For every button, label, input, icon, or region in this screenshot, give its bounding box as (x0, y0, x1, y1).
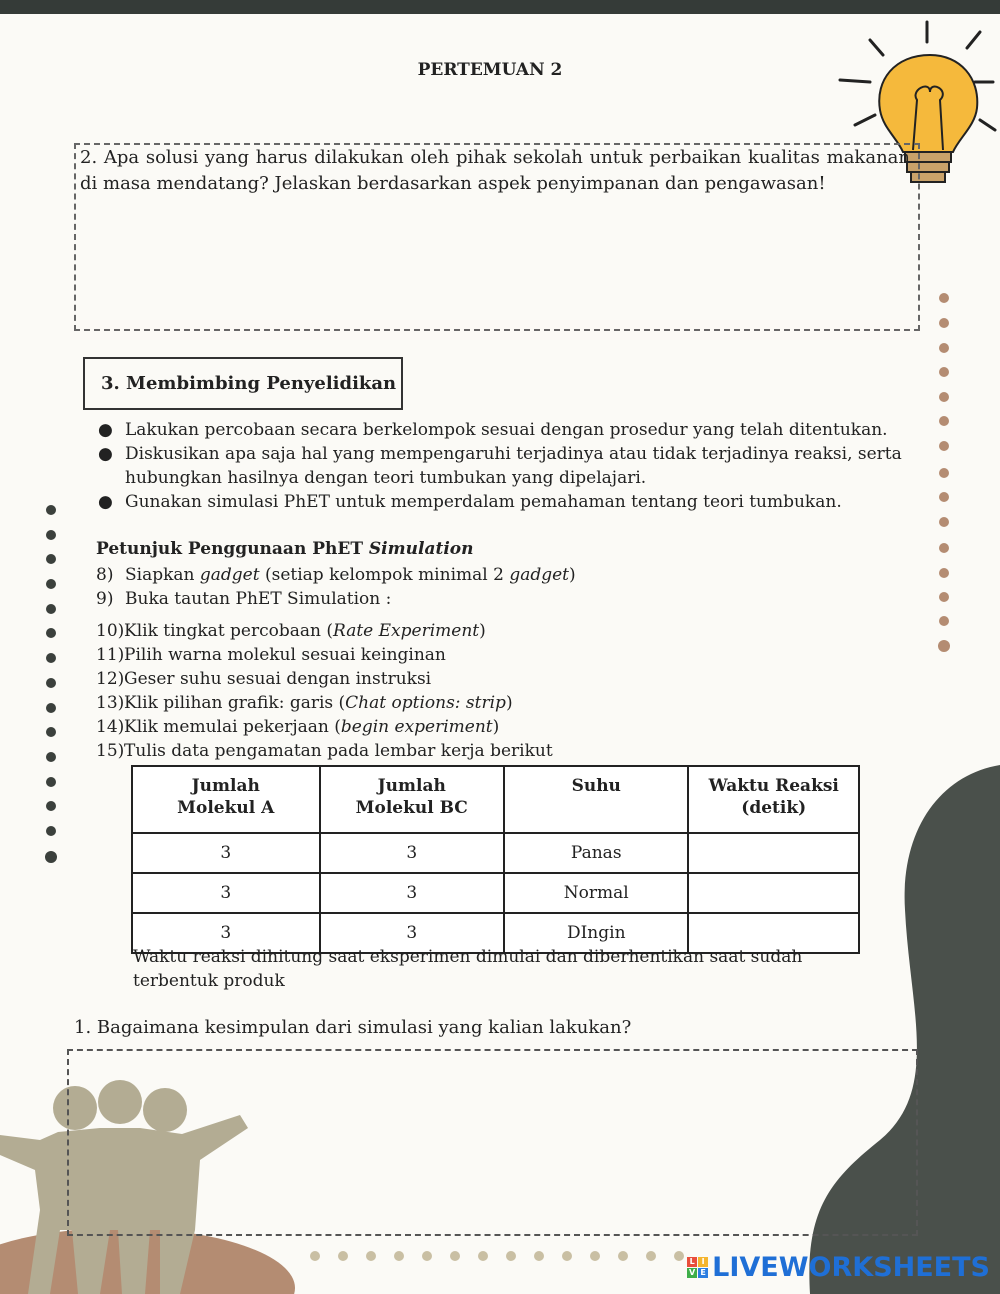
table-cell: 3 (132, 833, 320, 873)
header-cell: Waktu Reaksi (detik) (688, 766, 859, 833)
table-cell: Panas (504, 833, 688, 873)
list-item: 12) Geser suhu sesuai dengan instruksi (96, 669, 432, 689)
table-cell: 3 (132, 873, 320, 913)
instruction-bullets (96, 418, 916, 514)
table-cell: Normal (504, 873, 688, 913)
reaction-time-input-cell[interactable] (688, 873, 859, 913)
table-cell: 3 (132, 913, 320, 953)
table-row (132, 833, 859, 873)
brand-text: LIVEWORKSHEETS (712, 1251, 990, 1283)
table-cell: 3 (320, 873, 505, 913)
page-title: PERTEMUAN 2 (417, 60, 563, 80)
observation-table (131, 765, 860, 954)
table-cell: DIngin (504, 913, 688, 953)
steps-list-a (96, 563, 576, 611)
list-item: ● Gunakan simulasi PhET untuk memperdalam pemahaman tentang teori tumbukan. (98, 492, 842, 512)
bullet-icon: ● (98, 444, 113, 464)
liveworksheets-logo (687, 1250, 990, 1284)
header-cell: Suhu (504, 766, 688, 833)
section-heading: 3. Membimbing Penyelidikan (83, 357, 403, 410)
list-item: 10) Klik tingkat percobaan (Rate Experiment) (96, 621, 486, 641)
list-item: 8) Siapkan gadget (setiap kelompok minimal 2 gadget) (96, 565, 576, 585)
steps-list-b (96, 619, 553, 763)
table-header-row (132, 766, 859, 833)
top-bar (0, 0, 1000, 14)
list-item: ● Diskusikan apa saja hal yang mempengaruhi terjadinya atau tidak terjadinya reaksi, serta hubungkan hasilnya dengan teori tumbukan yang dipelajari. (98, 444, 902, 488)
answer-box-question-1[interactable] (67, 1049, 918, 1236)
question-1-text: 1. Bagaimana kesimpulan dari simulasi yang kalian lakukan? (74, 1017, 632, 1038)
list-item: 13) Klik pilihan grafik: garis (Chat options: strip) (96, 693, 513, 713)
table-row (132, 873, 859, 913)
table-note: Waktu reaksi dihitung saat eksperimen dimulai dan diberhentikan saat sudah terbentuk produk (133, 947, 803, 991)
question-2-text: 2. Apa solusi yang harus dilakukan oleh pihak sekolah untuk perbaikan kualitas makanan di masa mendatang? Jelaskan berdasarkan aspek penyimpanan dan pengawasan! (80, 147, 910, 194)
list-item: 9) Buka tautan PhET Simulation : (96, 589, 392, 609)
list-item: 14) Klik memulai pekerjaan (begin experiment) (96, 717, 500, 737)
bullet-icon: ● (98, 492, 113, 512)
table-cell: 3 (320, 913, 505, 953)
list-item: 11) Pilih warna molekul sesuai keinginan (96, 645, 446, 665)
header-cell: Jumlah Molekul BC (320, 766, 505, 833)
bullet-icon: ● (98, 420, 113, 440)
reaction-time-input-cell[interactable] (688, 833, 859, 873)
table-cell: 3 (320, 833, 505, 873)
liveworksheets-logo-icon: L I V E (687, 1257, 708, 1278)
header-cell: Jumlah Molekul A (132, 766, 320, 833)
list-item: 15) Tulis data pengamatan pada lembar kerja berikut (96, 741, 553, 761)
petunjuk-heading: Petunjuk Penggunaan PhET Simulation (96, 539, 474, 559)
list-item: ● Lakukan percobaan secara berkelompok sesuai dengan prosedur yang telah ditentukan. (98, 420, 888, 440)
